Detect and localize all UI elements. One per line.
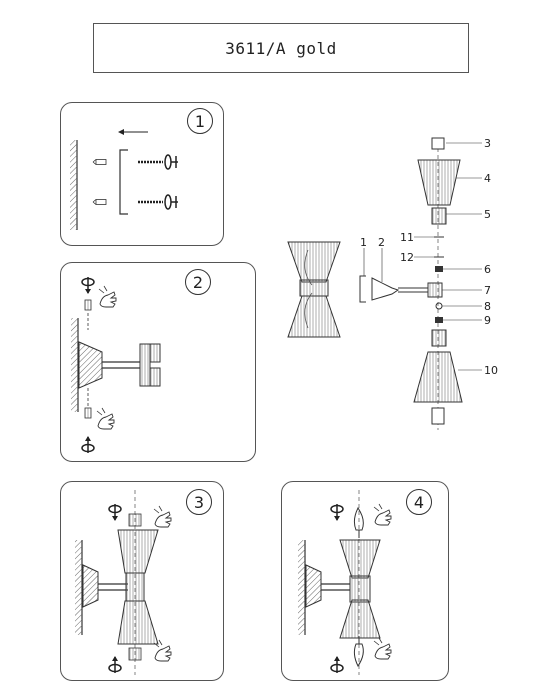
step-3-drawing — [75, 490, 171, 675]
part-label-10: 10 — [484, 364, 498, 377]
screwdriver-icon — [165, 155, 178, 209]
step-4-drawing — [298, 490, 391, 675]
part-label-8: 8 — [484, 300, 491, 313]
model-title: 3611/A gold — [225, 38, 337, 58]
arrow-left-icon — [118, 129, 148, 135]
part-label-4: 4 — [484, 172, 491, 185]
part-label-6: 6 — [484, 263, 491, 276]
step-number-4: 4 — [406, 489, 432, 515]
part-label-3: 3 — [484, 137, 491, 150]
part-label-1: 1 — [360, 236, 367, 249]
part-label-5: 5 — [484, 208, 491, 221]
part-label-2: 2 — [378, 236, 385, 249]
exploded-view — [288, 138, 482, 430]
step-number-2: 2 — [185, 269, 211, 295]
step-number-3: 3 — [186, 489, 212, 515]
step-1-drawing — [70, 129, 178, 230]
part-label-9: 9 — [484, 314, 491, 327]
part-label-11: 11 — [400, 231, 414, 244]
step-number-1: 1 — [187, 108, 213, 134]
step-2-drawing — [71, 277, 160, 453]
part-label-7: 7 — [484, 284, 491, 297]
part-label-12: 12 — [400, 251, 414, 264]
